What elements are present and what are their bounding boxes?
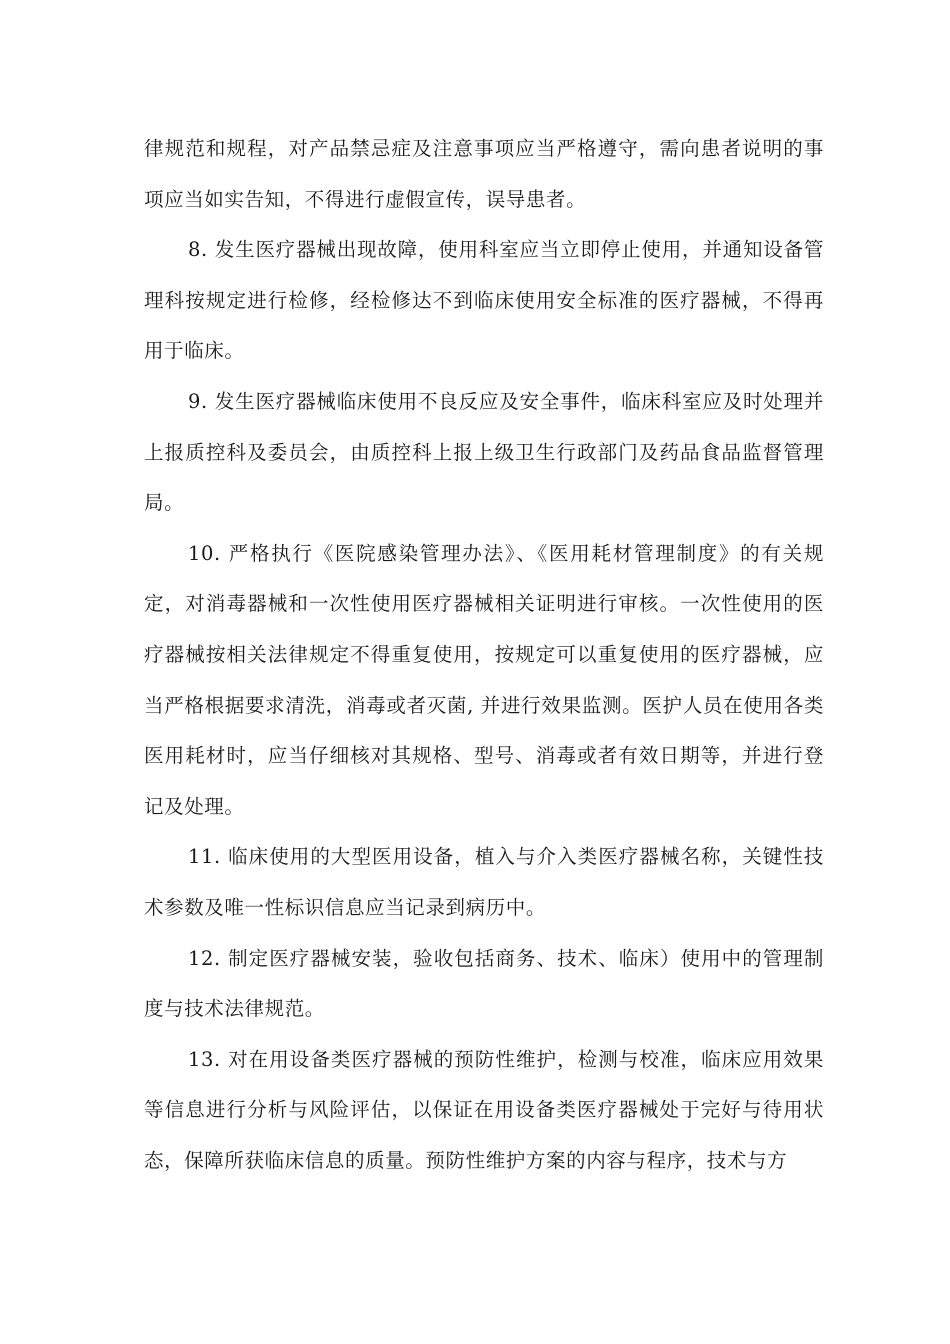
document-body bbox=[144, 124, 824, 1186]
paragraph-item-8: 8. 发生医疗器械出现故障，使用科室应当立即停止使用，并通知设备管理科按规定进行检修，经检修达不到临床使用安全标准的医疗器械，不得再用于临床。 bbox=[144, 238, 824, 363]
paragraph-item-10: 10. 严格执行《医院感染管理办法》、《医用耗材管理制度》的有关规定，对消毒器械和一次性使用医疗器械相关证明进行审核。一次性使用的医疗器械按相关法律规定不得重复使用，按规定可以重复使用的医疗器械，应当严格根据要求清洗，消毒或者灭菌, 并进行效果监测。医护人员在使用各类医用耗材时，应当仔细核对其规格、型号、消毒或者有效日期等，并进行登记及处理。 bbox=[144, 541, 824, 818]
paragraph-continuation: 律规范和规程，对产品禁忌症及注意事项应当严格遵守，需向患者说明的事项应当如实告知，不得进行虚假宣传，误导患者。 bbox=[144, 137, 824, 211]
paragraph-item-9: 9. 发生医疗器械临床使用不良反应及安全事件，临床科室应及时处理并上报质控科及委员会，由质控科上报上级卫生行政部门及药品食品监督管理局。 bbox=[144, 389, 824, 515]
paragraph-item-13: 13. 对在用设备类医疗器械的预防性维护，检测与校准，临床应用效果等信息进行分析与风险评估，以保证在用设备类医疗器械处于完好与待用状态，保障所获临床信息的质量。预防性维护方案的内容与程序，技术与方 bbox=[144, 1047, 824, 1172]
paragraph-item-11: 11. 临床使用的大型医用设备，植入与介入类医疗器械名称，关键性技术参数及唯一性标识信息应当记录到病历中。 bbox=[144, 845, 824, 919]
paragraph-item-12: 12. 制定医疗器械安装，验收包括商务、技术、临床）使用中的管理制度与技术法律规范。 bbox=[144, 946, 824, 1021]
